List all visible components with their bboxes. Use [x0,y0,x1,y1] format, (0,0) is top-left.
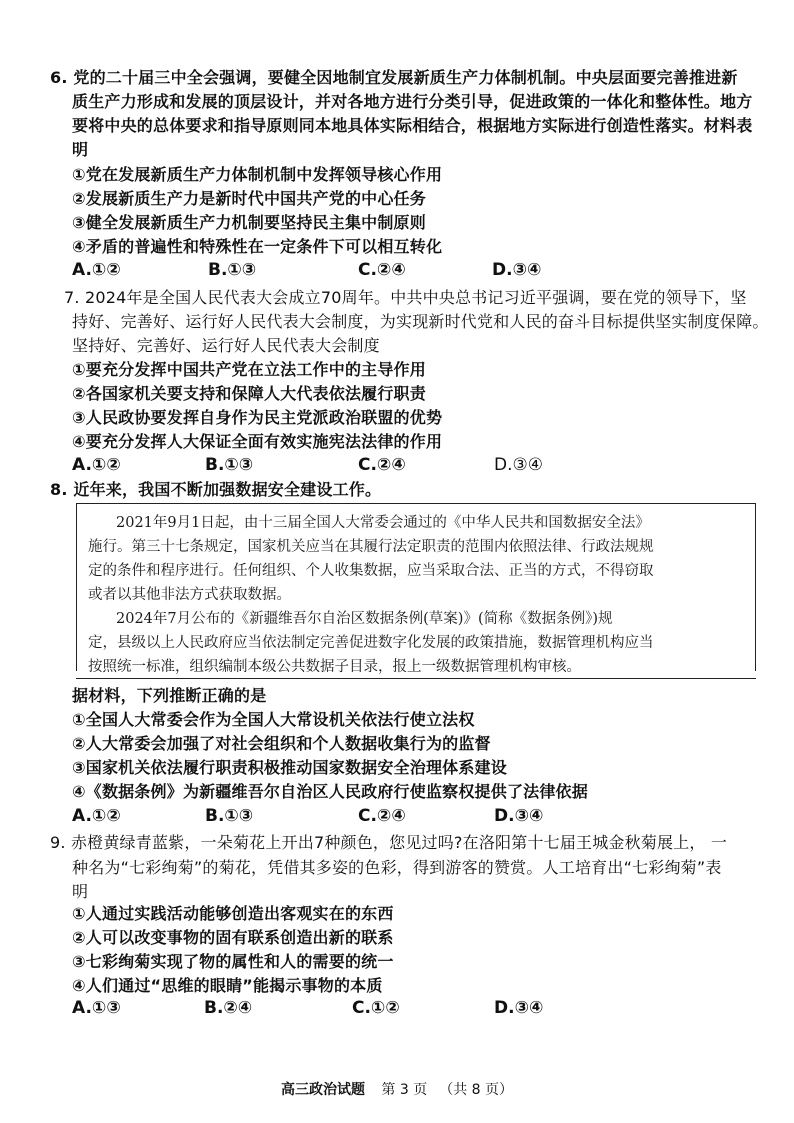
q6-option-d: D.③④ [492,260,542,280]
q8-option-a: A.①② [72,806,121,826]
q9-option-a: A.①③ [72,998,121,1018]
q7-option-a: A.①② [72,455,121,475]
q8-material-line-5: 2024年7月公布的《新疆维吾尔自治区数据条例(草案)》(简称《数据条例》)规 [116,611,613,627]
footer-total-pages: （共 8 页） [439,1082,514,1098]
q8-option-d: D.③④ [494,806,544,826]
q7-stem-line-2: 持好、完善好、运行好人民代表大会制度，为实现新时代党和人民的奋斗目标提供坚实制度保障。 [72,312,769,331]
q8-material-line-6: 定，县级以上人民政府应当依法制定完善促进数字化发展的政策措施，数据管理机构应当 [88,635,654,651]
q8-material-line-1: 2021年9月1日起，由十三届全国人大常委会通过的《中华人民共和国数据安全法》 [116,515,650,531]
q8-item-4: ④《数据条例》为新疆维吾尔自治区人民政府行使监察权提供了法律依据 [72,782,588,801]
q7-item-2: ②各国家机关要支持和保障人大代表依法履行职责 [72,384,426,403]
q9-stem-line-1: 9. 赤橙黄绿青蓝紫，一朵菊花上开出7种颜色，您见过吗?在洛阳第十七届王城金秋菊展上， 一 [50,833,728,852]
q7-option-b: B.①③ [205,455,254,475]
q8-stem: 8. 近年来，我国不断加强数据安全建设工作。 [50,480,382,499]
q8-material-line-2: 施行。第三十七条规定，国家机关应当在其履行法定职责的范围内依照法律、行政法规规 [88,539,654,555]
q6-item-1: ①党在发展新质生产力体制机制中发挥领导核心作用 [72,165,443,184]
q8-item-1: ①全国人大常委会作为全国人大常设机关依法行使立法权 [72,710,475,729]
footer-page-number: 第 3 页 [381,1082,428,1098]
q6-item-4: ④矛盾的普遍性和特殊性在一定条件下可以相互转化 [72,237,443,256]
footer-title: 高三政治试题 [280,1082,365,1098]
q9-stem-line-2: 种名为“七彩绚菊”的菊花，凭借其多姿的色彩，得到游客的赞赏。人工培育出“七彩绚菊”表 [72,858,722,877]
q9-option-d: D.③④ [494,998,544,1018]
q8-question: 据材料，下列推断正确的是 [72,686,267,705]
q8-item-2: ②人大常委会加强了对社会组织和个人数据收集行为的监督 [72,734,491,753]
q7-item-1: ①要充分发挥中国共产党在立法工作中的主导作用 [72,360,426,379]
q8-material-line-4: 或者以其他非法方式获取数据。 [88,587,291,603]
q7-stem-line-3: 坚持好、完善好、运行好人民代表大会制度 [72,336,380,355]
q7-item-3: ③人民政协要发挥自身作为民主党派政治联盟的优势 [72,408,443,427]
q9-item-3: ③七彩绚菊实现了物的属性和人的需要的统一 [72,952,394,971]
q7-option-c: C.②④ [358,455,406,475]
q8-item-3: ③国家机关依法履行职责积极推动国家数据安全治理体系建设 [72,758,507,777]
q9-stem-line-3: 明 [72,882,89,901]
q8-option-c: C.②④ [358,806,406,826]
q6-option-c: C.②④ [358,260,406,280]
q6-item-2: ②发展新质生产力是新时代中国共产党的中心任务 [72,189,426,208]
q9-option-c: C.①② [352,998,400,1018]
q6-stem-line-1: 6. 党的二十届三中全会强调，要健全因地制宜发展新质生产力体制机制。中央层面要完善推进新 [50,68,738,87]
q6-option-b: B.①③ [208,260,257,280]
q6-item-3: ③健全发展新质生产力机制要坚持民主集中制原则 [72,213,426,232]
q7-stem-line-1: 7. 2024年是全国人民代表大会成立70周年。中共中央总书记习近平强调，要在党的领导下，坚 [64,288,747,307]
q8-option-b: B.①③ [205,806,254,826]
q9-option-b: B.②④ [204,998,253,1018]
q7-option-d: D.③④ [494,455,543,475]
q8-material-line-7: 按照统一标准，组织编制本级公共数据子目录，报上一级数据管理机构审核。 [88,659,581,675]
q9-item-2: ②人可以改变事物的固有联系创造出新的联系 [72,928,394,947]
q7-item-4: ④要充分发挥人大保证全面有效实施宪法法律的作用 [72,432,443,451]
q9-item-4: ④人们通过“思维的眼睛”能揭示事物的本质 [72,976,383,995]
q8-material-line-3: 定的条件和程序进行。任何组织、个人收集数据，应当采取合法、正当的方式，不得窃取 [88,563,654,579]
q6-stem-line-2: 质生产力形成和发展的顶层设计，并对各地方进行分类引导，促进政策的一体化和整体性。地方 [72,92,753,111]
q9-item-1: ①人通过实践活动能够创造出客观实在的东西 [72,904,394,923]
page-footer [0,1080,794,1100]
q6-stem-line-4: 明 [72,140,89,159]
q6-stem-line-3: 要将中央的总体要求和指导原则同本地具体实际相结合，根据地方实际进行创造性落实。材料表 [72,116,753,135]
q6-option-a: A.①② [72,260,121,280]
